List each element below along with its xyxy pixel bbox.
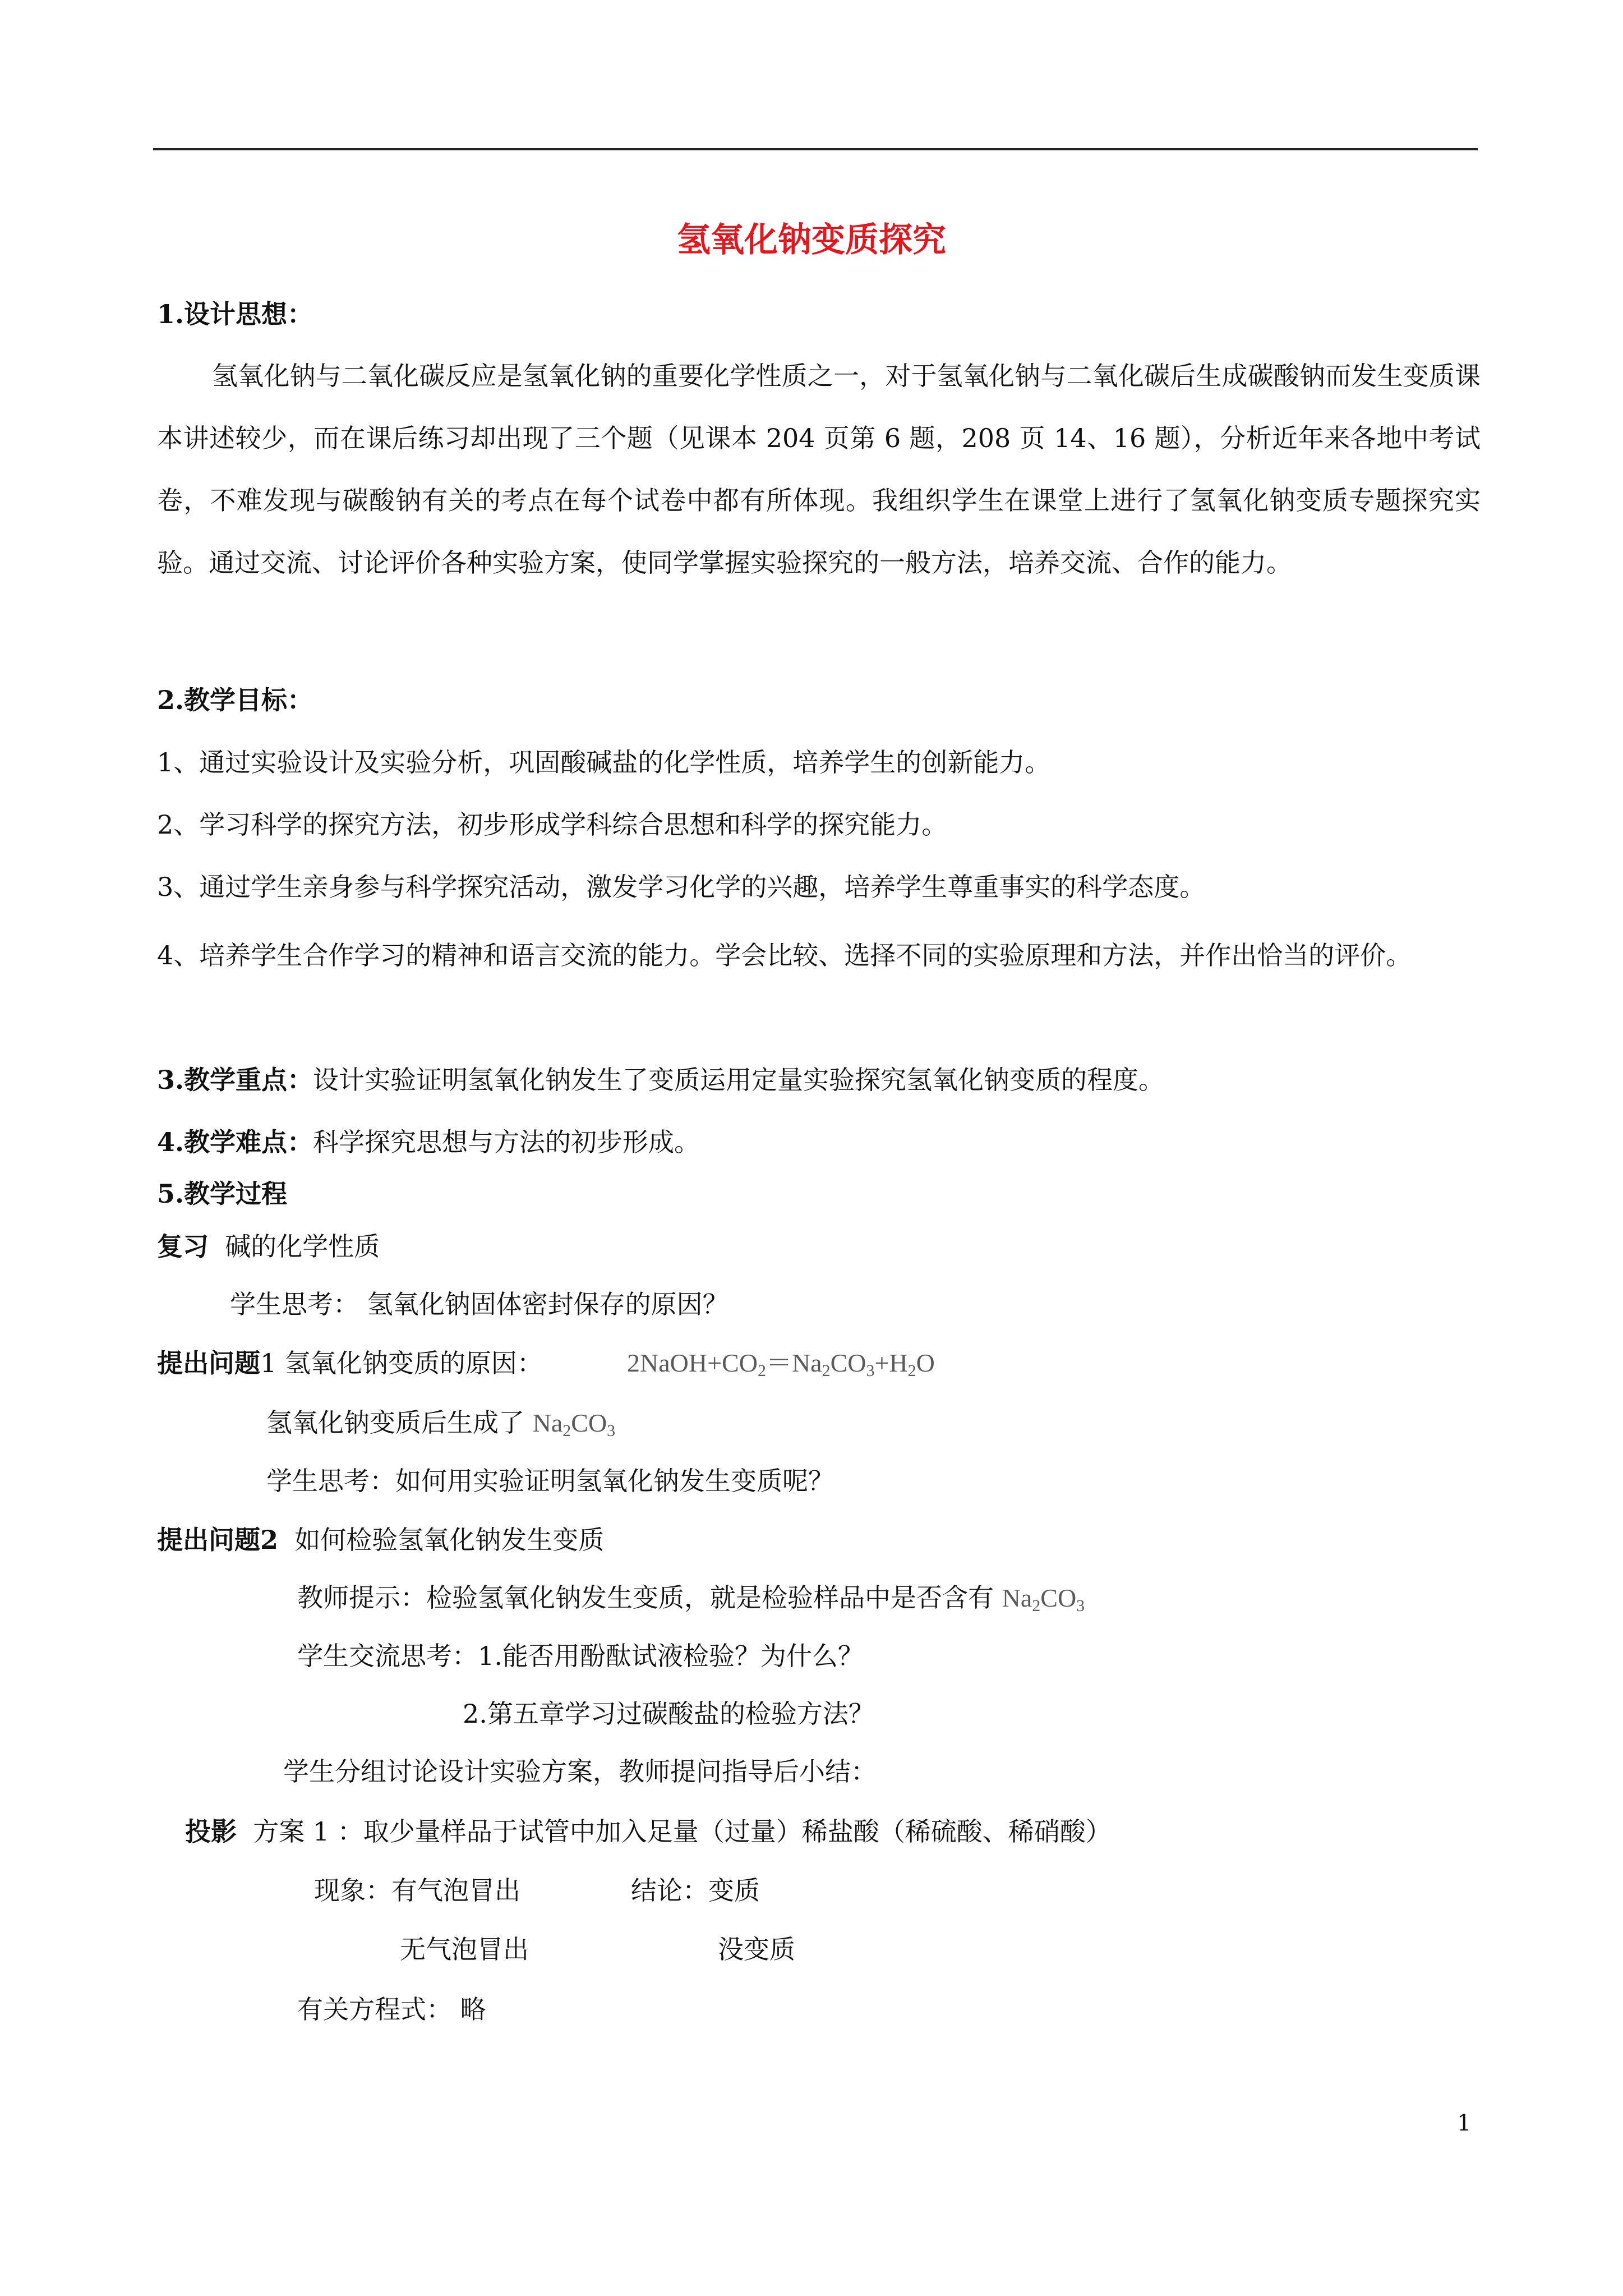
observation-1-conclusion: 结论：变质 <box>631 1875 760 1906</box>
eq-h: H <box>889 1349 908 1377</box>
page-number: 1 <box>1457 2110 1472 2136</box>
section-3-line <box>157 1063 1164 1097</box>
question-1-label: 提出问题 <box>157 1348 260 1378</box>
student-think-1: 学生思考： 氢氧化钠固体密封保存的原因？ <box>230 1289 728 1319</box>
section-3-label: 3.教学重点： <box>157 1065 313 1095</box>
section-4-line <box>157 1125 700 1159</box>
question-2-text: 如何检验氢氧化钠发生变质 <box>294 1525 605 1555</box>
observation-2-conclusion: 没变质 <box>718 1934 795 1964</box>
goal-1: 1、通过实验设计及实验分析，巩固酸碱盐的化学性质，培养学生的创新能力。 <box>157 747 1051 777</box>
question-1-line <box>157 1346 543 1380</box>
review-line <box>157 1230 380 1263</box>
formula-na2co3-1: $Na_2CO_3$ <box>532 1409 616 1440</box>
eq-co3: CO <box>830 1349 866 1377</box>
plan-line <box>185 1815 1112 1848</box>
hint-text: 教师提示：检验氢氧化钠发生变质，就是检验样品中是否含有 <box>297 1582 1002 1613</box>
section-1-heading: 1.设计思想： <box>157 299 313 329</box>
teacher-hint <box>297 1581 1085 1615</box>
document-title: 氢氧化钠变质探究 <box>677 220 946 260</box>
eq-co: CO <box>722 1349 758 1377</box>
eq-equals: ＝ <box>766 1349 792 1377</box>
eq-naoh: 2NaOH <box>627 1349 708 1377</box>
student-exchange-2: 2.第五章学习过碳酸盐的检验方法？ <box>463 1699 874 1729</box>
eq-h-sub: 2 <box>907 1361 916 1380</box>
section-4-text: 科学探究思想与方法的初步形成。 <box>313 1127 700 1157</box>
eq-na-sub: 2 <box>822 1361 831 1380</box>
eq-plus-2: + <box>874 1349 889 1377</box>
section-3-text: 设计实验证明氢氧化钠发生了变质运用定量实验探究氢氧化钠变质的程度。 <box>313 1065 1165 1095</box>
section-1-paragraph: 氢氧化钠与二氧化碳反应是氢氧化钠的重要化学性质之一，对于氢氧化钠与二氧化碳后生成碳酸钠而发生变质课本讲述较少，而在课后练习却出现了三个题（见课本 204 页第 6 题，208 页 14、16 题），分析近年来各地中考试卷，不难发现与碳酸钠有关的考点在每个试卷中都有所体现。我组织学生在课堂上进行了氢氧化钠变质专题探究实验。通过交流、讨论评价各种实验方案，使同学掌握实验探究的一般方法，培养交流、合作的能力。 <box>157 361 1481 578</box>
student-think-2: 学生思考：如何用实验证明氢氧化钠发生变质呢？ <box>266 1466 834 1496</box>
review-text: 碱的化学性质 <box>225 1231 380 1262</box>
group-discussion: 学生分组讨论设计实验方案，教师提问指导后小结： <box>283 1756 877 1787</box>
plan-text: 方案 1 ：取少量样品于试管中加入足量（过量）稀盐酸（稀硫酸、稀硝酸） <box>253 1816 1112 1847</box>
header-rule <box>153 148 1478 150</box>
eq-co-sub: 2 <box>757 1361 766 1380</box>
observation-1-phenomenon: 现象：有气泡冒出 <box>314 1875 520 1906</box>
question-1-text: 1 氢氧化钠变质的原因： <box>260 1348 543 1378</box>
eq-plus-1: + <box>707 1349 722 1377</box>
goal-4: 4、培养学生合作学习的精神和语言交流的能力。学会比较、选择不同的实验原理和方法，并作出恰当的评价。 <box>157 940 1412 970</box>
plan-label: 投影 <box>185 1816 237 1847</box>
goal-2: 2、学习科学的探究方法，初步形成学科综合思想和科学的探究能力。 <box>157 809 948 840</box>
result-text: 氢氧化钠变质后生成了 <box>266 1407 533 1438</box>
question-2-line <box>157 1523 604 1557</box>
review-label: 复习 <box>157 1231 209 1262</box>
equation-note: 有关方程式： 略 <box>297 1994 486 2024</box>
observation-2-phenomenon: 无气泡冒出 <box>400 1934 529 1964</box>
eq-o: O <box>916 1349 935 1377</box>
section-2-heading: 2.教学目标： <box>157 685 313 715</box>
formula-na2co3-2: $Na_2CO_3$ <box>1002 1584 1085 1615</box>
eq-co3-sub: 3 <box>866 1361 875 1380</box>
question-1-result <box>266 1406 615 1440</box>
reaction-equation <box>627 1346 935 1380</box>
section-5-heading: 5.教学过程 <box>157 1179 288 1209</box>
section-4-label: 4.教学难点： <box>157 1127 313 1157</box>
question-2-label: 提出问题 <box>157 1525 260 1555</box>
goal-3: 3、通过学生亲身参与科学探究活动，激发学习化学的兴趣，培养学生尊重事实的科学态度。 <box>157 872 1206 902</box>
question-2-num: 2 <box>260 1525 279 1555</box>
eq-na: Na <box>791 1349 822 1377</box>
student-exchange-1: 学生交流思考：1.能否用酚酞试液检验？为什么？ <box>297 1641 864 1671</box>
